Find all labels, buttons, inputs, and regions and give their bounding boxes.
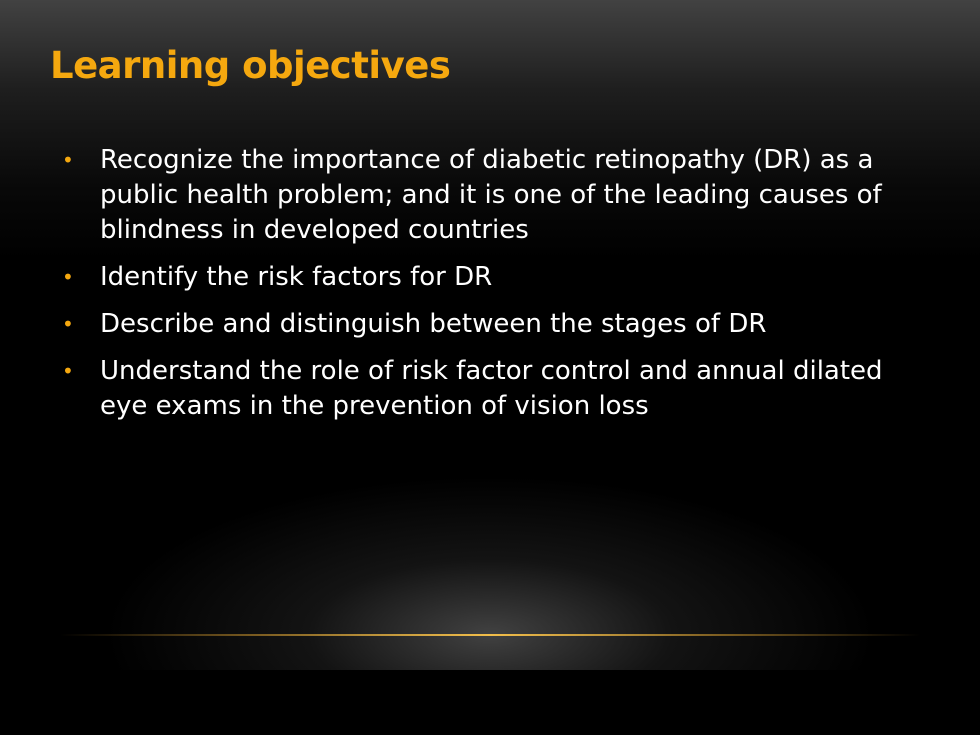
accent-divider-line [60, 634, 920, 636]
bullet-icon: • [62, 265, 74, 289]
bullet-text: Describe and distinguish between the stages of DR [100, 309, 767, 339]
list-item [62, 354, 892, 424]
list-item [62, 260, 892, 295]
bullet-text: Identify the risk factors for DR [100, 262, 493, 292]
list-item [62, 143, 892, 248]
bullet-icon: • [62, 359, 74, 383]
slide-title: Learning objectives [50, 44, 451, 87]
bullet-icon: • [62, 148, 74, 172]
list-item [62, 307, 892, 342]
floor-glow [90, 470, 890, 670]
bullet-text: Understand the role of risk factor control and annual dilated eye exams in the prevention of vision loss [100, 356, 883, 421]
bullet-text: Recognize the importance of diabetic retinopathy (DR) as a public health problem; and it is one of the leading causes of blindness in developed countries [100, 145, 882, 245]
bullet-icon: • [62, 312, 74, 336]
objectives-list [62, 143, 892, 436]
